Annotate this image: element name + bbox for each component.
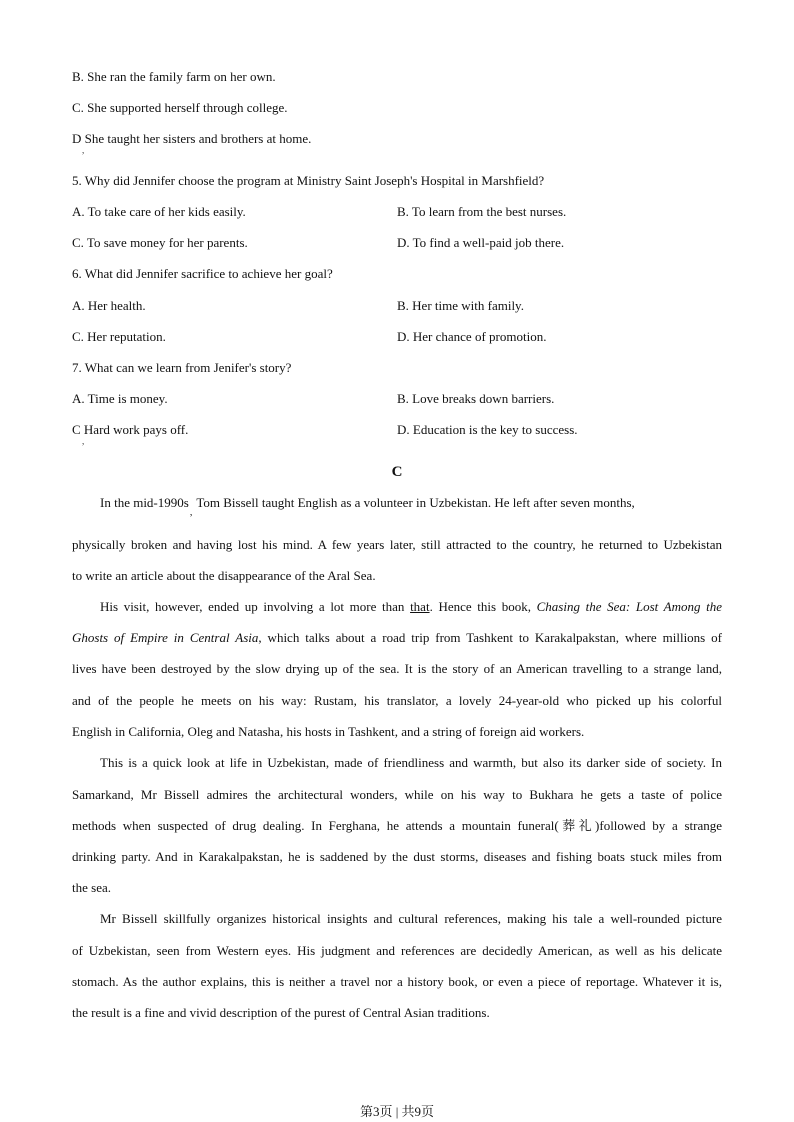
paragraph-1-line-1: [100, 495, 635, 518]
paragraph-3-line-1: This is a quick look at life in Uzbekistan, made of friendliness and warmth, but also its darker side of society. In: [100, 755, 722, 770]
paragraph-4-line-3: stomach. As the author explains, this is neither a travel nor a history book, or even a piece of reportage. Whatever it is,: [72, 974, 722, 989]
paragraph-2-line-4: and of the people he meets on his way: Rustam, his translator, a lovely 24-year-old who picked up his colorful: [72, 693, 722, 708]
q6-option-d: D. Her chance of promotion.: [397, 329, 547, 344]
q5-question: 5. Why did Jennifer choose the program at Ministry Saint Joseph's Hospital in Marshfield?: [72, 173, 545, 188]
q5-option-a: A. To take care of her kids easily.: [72, 204, 246, 219]
q7-option-c: C Hard work pays off.: [72, 422, 189, 437]
q4-option-d: D She taught her sisters and brothers at home.: [72, 131, 312, 146]
q5-option-d: D. To find a well-paid job there.: [397, 235, 565, 250]
book-title: Ghosts of Empire in Central Asia: [72, 630, 259, 645]
paragraph-4-line-2: of Uzbekistan, seen from Western eyes. His judgment and references are decidedly American, as well as his delicate: [72, 943, 722, 958]
paragraph-2-line-1: [100, 599, 722, 615]
text-span: Tom Bissell taught English as a volunteer in Uzbekistan. He left after seven months,: [196, 495, 635, 510]
q5-option-b: B. To learn from the best nurses.: [397, 204, 567, 219]
paragraph-1-line-2: physically broken and having lost his mind. A few years later, still attracted to the country, he returned to Uzbekistan: [72, 537, 722, 552]
q6-option-a: A. Her health.: [72, 298, 146, 313]
paragraph-2-line-2: [72, 630, 722, 646]
underlined-word: that: [410, 599, 430, 614]
q7-option-b: B. Love breaks down barriers.: [397, 391, 555, 406]
text-span: . Hence this book,: [429, 599, 537, 614]
paragraph-2-line-5: English in California, Oleg and Natasha, his hosts in Tashkent, and a string of foreign aid workers.: [72, 724, 585, 739]
q6-option-b: B. Her time with family.: [397, 298, 524, 313]
paragraph-3-line-2: Samarkand, Mr Bissell admires the architectural wonders, while on his way to Bukhara he gets a taste of police: [72, 787, 722, 802]
q4-option-b: B. She ran the family farm on her own.: [72, 69, 276, 84]
page-number: 第3页 | 共9页: [359, 1104, 435, 1119]
comma-mark: ,: [82, 436, 85, 446]
paragraph-4-line-4: the result is a fine and vivid description of the purest of Central Asian traditions.: [72, 1005, 490, 1020]
q4-option-c: C. She supported herself through college.: [72, 100, 288, 115]
comma-mark: ,: [82, 145, 85, 155]
paragraph-4-line-1: Mr Bissell skillfully organizes historical insights and cultural references, making his tale a well-rounded picture: [100, 911, 722, 926]
paragraph-3-line-5: the sea.: [72, 880, 111, 895]
text-span: His visit, however, ended up involving a lot more than: [100, 599, 411, 614]
paragraph-1-line-3: to write an article about the disappearance of the Aral Sea.: [72, 568, 376, 583]
text-span: In the mid-1990s: [100, 495, 189, 510]
q7-question: 7. What can we learn from Jenifer's story?: [72, 360, 292, 375]
q5-option-c: C. To save money for her parents.: [72, 235, 248, 250]
paragraph-2-line-3: lives have been destroyed by the slow drying up of the sea. It is the story of an American travelling to a strange land,: [72, 661, 722, 676]
section-heading: C: [391, 464, 403, 480]
q6-option-c: C. Her reputation.: [72, 329, 166, 344]
paragraph-3-line-4: drinking party. And in Karakalpakstan, he is saddened by the dust storms, diseases and fishing boats stuck miles from: [72, 849, 722, 864]
comma-mark: ,: [189, 507, 193, 518]
q6-question: 6. What did Jennifer sacrifice to achieve her goal?: [72, 266, 333, 281]
book-title: Chasing the Sea: Lost Among the: [536, 599, 723, 614]
q7-option-a: A. Time is money.: [72, 391, 168, 406]
paragraph-3-line-3: methods when suspected of drug dealing. In Ferghana, he attends a mountain funeral(葬礼)followed by a strange: [72, 818, 722, 833]
q7-option-d: D. Education is the key to success.: [397, 422, 578, 437]
text-span: , which talks about a road trip from Tashkent to Karakalpakstan, where millions of: [258, 630, 722, 645]
